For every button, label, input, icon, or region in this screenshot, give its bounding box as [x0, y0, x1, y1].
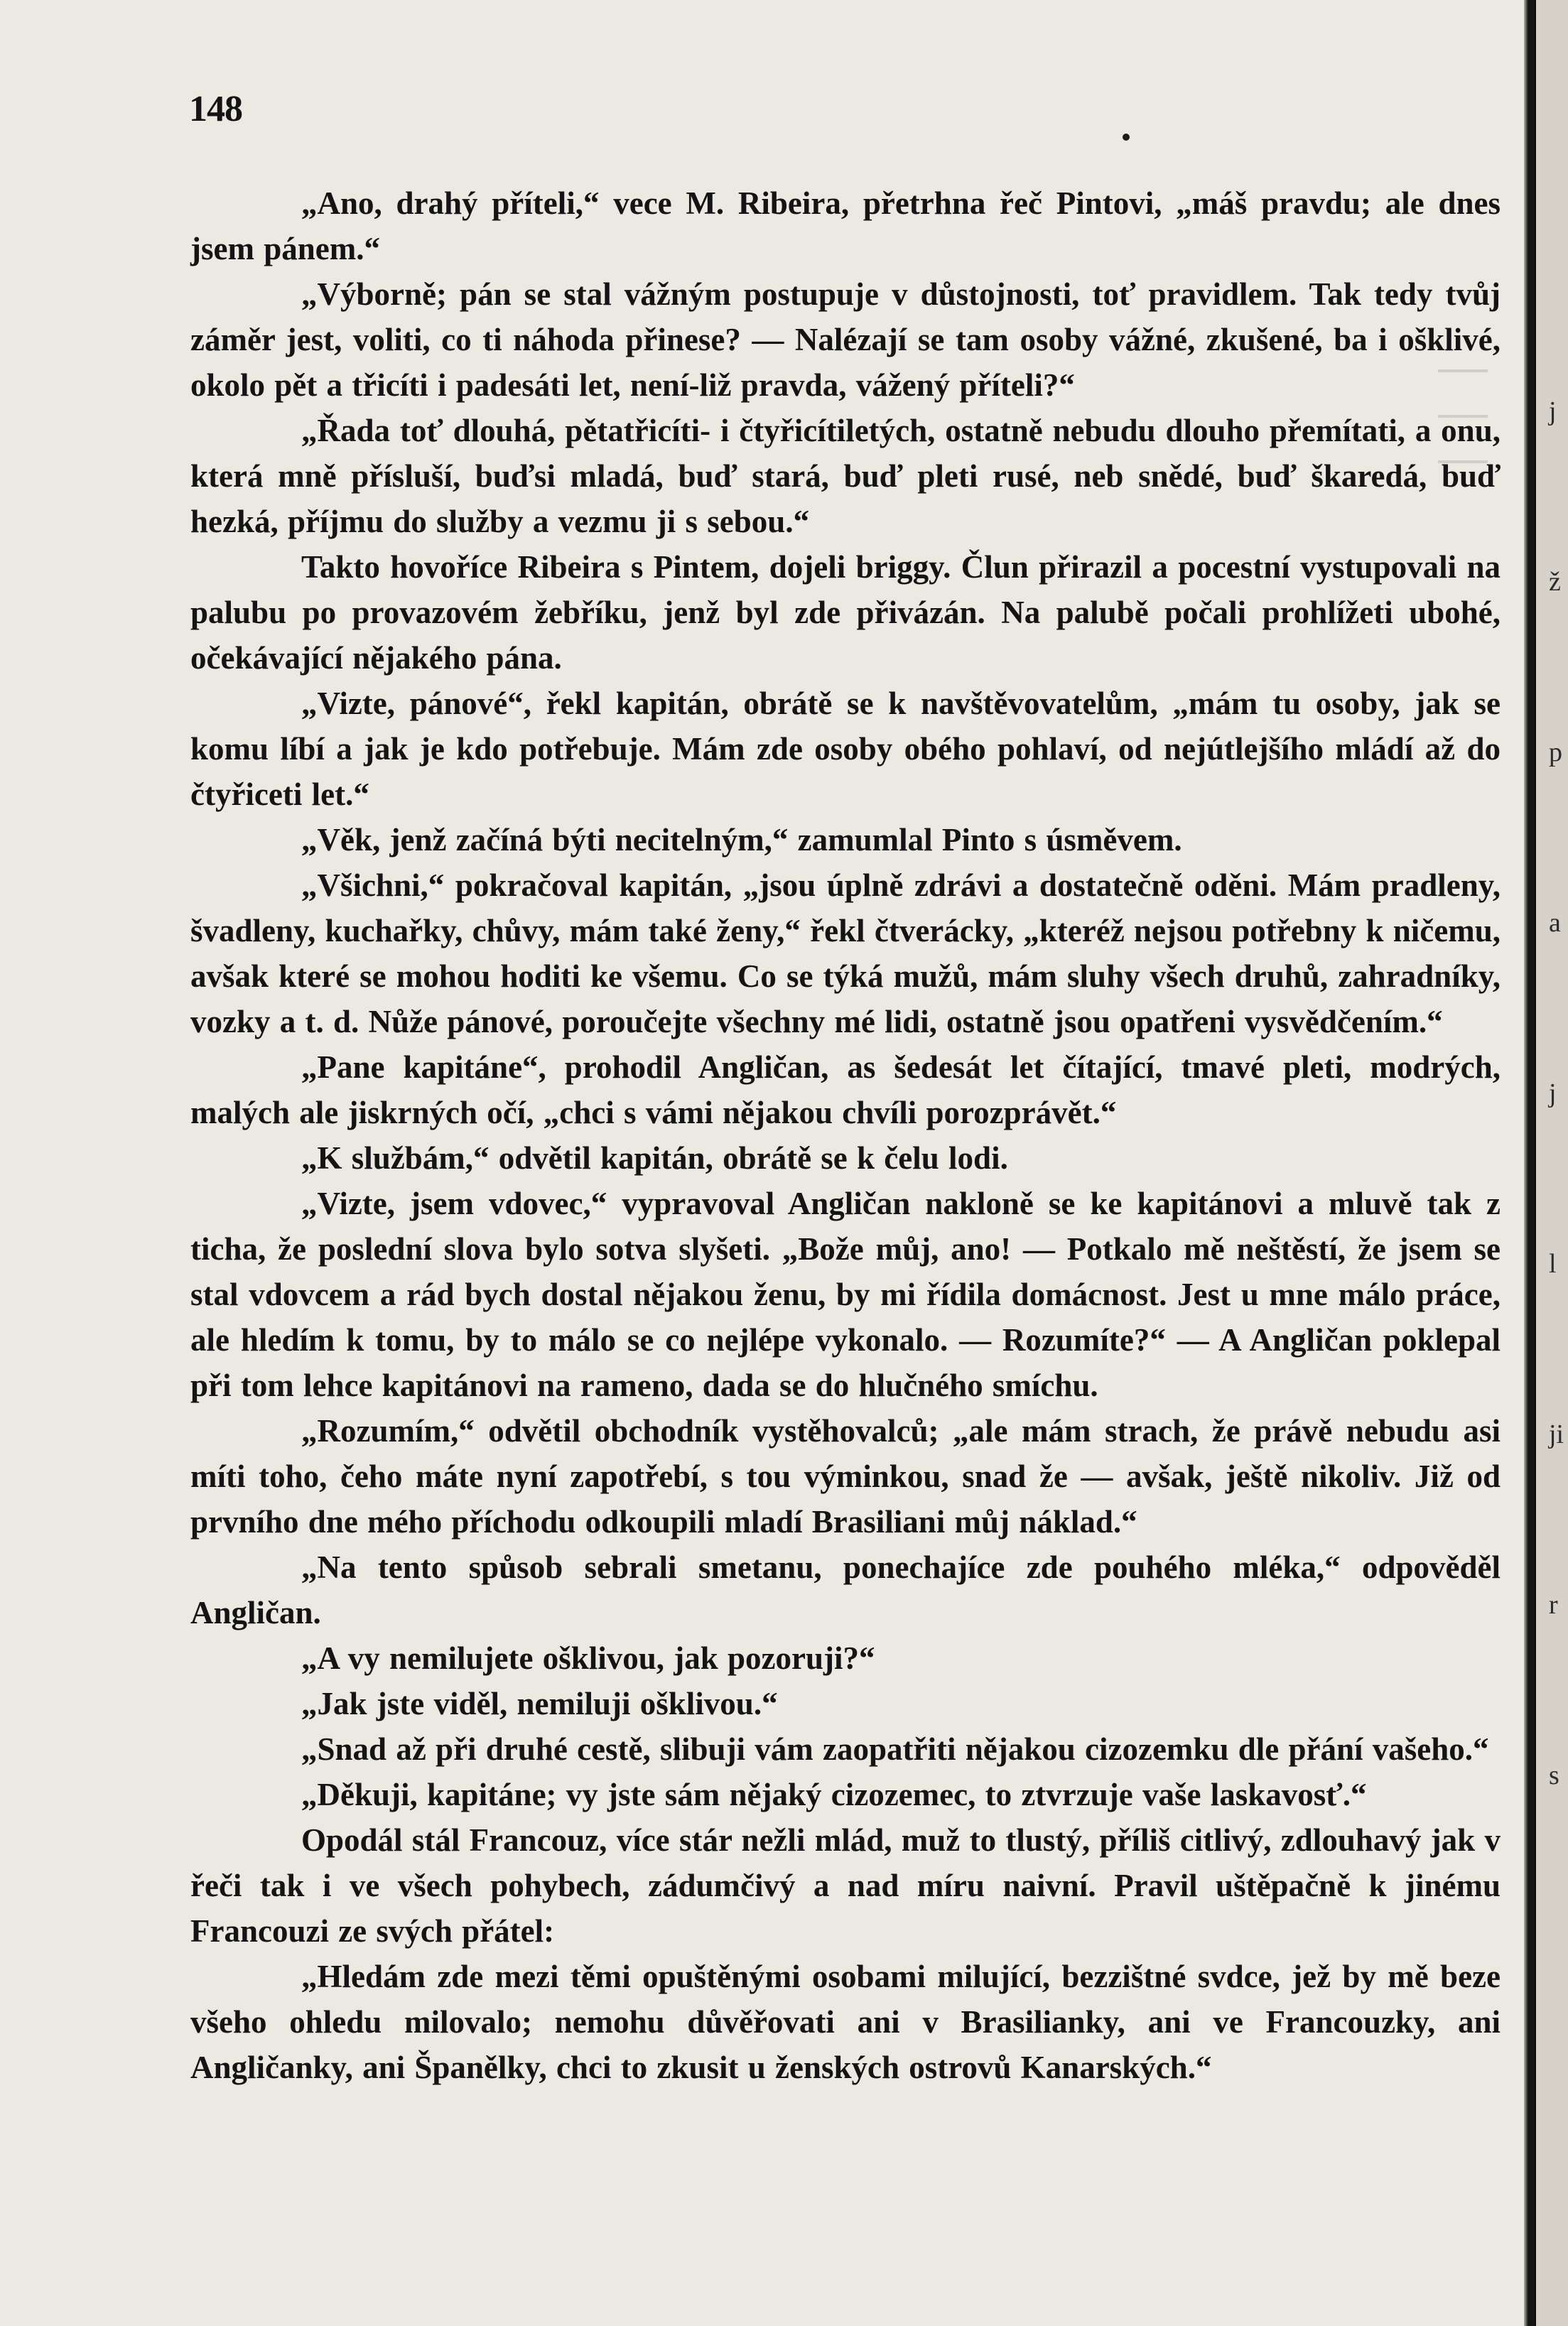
edge-letter: ž	[1549, 567, 1561, 597]
edge-letter: p	[1549, 737, 1562, 767]
paragraph-5: „Vizte, pánové“, řekl kapitán, obrátě se k navštěvovatelům, „mám tu osoby, jak se komu líbí a jak je kdo potřebuje. Mám zde osoby obého pohlaví, od nejútlejšího mládí až do čtyřiceti let.“	[190, 686, 1501, 812]
paragraph-15: „Snad až při druhé cestě, slibuji vám zaopatřiti nějakou cizozemku dle přání vašeho.“	[301, 1731, 1489, 1767]
show-through-shadow	[1438, 369, 1488, 497]
paragraph-14: „Jak jste viděl, nemiluji ošklivou.“	[301, 1686, 778, 1721]
page-text	[190, 180, 1501, 2090]
paragraph-13: „A vy nemilujete ošklivou, jak pozoruji?“	[301, 1640, 875, 1676]
paragraph-2: „Výborně; pán se stal vážným postupuje v důstojnosti, toť pravidlem. Tak tedy tvůj záměr jest, voliti, co ti náhoda přinese? — Nalézají se tam osoby vážné, zkušené, ba i ošklivé, okolo pět a třicíti i padesáti let, není-liž pravda, vážený příteli?“	[190, 276, 1501, 403]
paragraph-3: „Řada toť dlouhá, pětatřicíti- i čtyřicítiletých, ostatně nebudu dlouho přemítati, a onu, která mně přísluší, buďsi mladá, buď stará, buď pleti rusé, neb snědé, buď škaredá, buď hezká, příjmu do služby a vezmu ji s sebou.“	[190, 413, 1501, 539]
paragraph-11: „Rozumím,“ odvětil obchodník vystěhovalců; „ale mám strach, že právě nebudu asi míti toho, čeho máte nyní zapotřebí, s tou výminkou, snad že — avšak, ještě nikoliv. Již od prvního dne mého příchodu odkoupili mladí Brasiliani můj náklad.“	[190, 1413, 1501, 1540]
paragraph-10: „Vizte, jsem vdovec,“ vypravoval Angličan nakloně se ke kapitánovi a mluvě tak z ticha, že poslední slova bylo sotva slyšeti. „Bože můj, ano! — Potkalo mě neštěstí, že jsem se stal vdovcem a rád bych dostal nějakou ženu, by mi řídila domácnost. Jest u mne málo práce, ale hledím k tomu, by to málo se co nejlépe vykonalo. — Rozumíte?“ — A Angličan poklepal při tom lehce kapitánovi na rameno, dada se do hlučného smíchu.	[190, 1186, 1501, 1403]
paragraph-17: Opodál stál Francouz, více stár nežli mlád, muž to tlustý, příliš citlivý, zdlouhavý jak v řeči tak i ve všech pohybech, zádumčivý a nad míru naivní. Pravil uštěpačně k jinému Francouzi ze svých přátel:	[190, 1822, 1501, 1949]
paragraph-8: „Pane kapitáne“, prohodil Angličan, as šedesát let čítající, tmavé pleti, modrých, malých ale jiskrných očí, „chci s vámi nějakou chvíli porozprávět.“	[190, 1049, 1501, 1130]
page-number: 148	[189, 89, 242, 129]
ink-dot	[1123, 134, 1130, 141]
paragraph-7: „Všichni,“ pokračoval kapitán, „jsou úplně zdrávi a dostatečně oděni. Mám pradleny, švadleny, kuchařky, chůvy, mám také ženy,“ řekl čtverácky, „kteréž nejsou potřebny k ničemu, avšak které se mohou hoditi ke všemu. Co se týká mužů, mám sluhy všech druhů, zahradníky, vozky a t. d. Nůže pánové, poroučejte všechny mé lidi, ostatně jsou opatřeni vysvědčením.“	[190, 867, 1501, 1039]
edge-letter: ji	[1549, 1419, 1564, 1449]
paragraph-9: „K službám,“ odvětil kapitán, obrátě se k čelu lodi.	[301, 1140, 1008, 1176]
paragraph-1: „Ano, drahý příteli,“ vece M. Ribeira, přetrhna řeč Pintovi, „máš pravdu; ale dnes jsem pánem.“	[190, 185, 1501, 266]
paragraph-12: „Na tento spůsob sebrali smetanu, ponechajíce zde pouhého mléka,“ odpověděl Angličan.	[190, 1549, 1501, 1630]
paragraph-16: „Děkuji, kapitáne; vy jste sám nějaký cizozemec, to ztvrzuje vaše laskavosť.“	[301, 1777, 1367, 1812]
edge-letter: s	[1549, 1760, 1559, 1790]
edge-letter: l	[1549, 1249, 1557, 1279]
edge-letter: j	[1549, 1078, 1557, 1108]
edge-letter: r	[1549, 1590, 1558, 1620]
next-page-edge-letters	[1549, 398, 1567, 1932]
edge-letter: a	[1549, 908, 1561, 938]
edge-letter: j	[1549, 396, 1557, 426]
paragraph-18: „Hledám zde mezi těmi opuštěnými osobami milující, bezzištné svdce, jež by mě beze všeho ohledu milovalo; nemohu důvěřovati ani v Brasilianky, ani ve Francouzky, ani Angličanky, ani Španělky, chci to zkusit u ženských ostrovů Kanarských.“	[190, 1959, 1501, 2085]
paragraph-4: Takto hovoříce Ribeira s Pintem, dojeli briggy. Člun přirazil a pocestní vystupovali na palubu po provazovém žebříku, jenž byl zde přivázán. Na palubě počali prohlížeti ubohé, očekávající nějakého pána.	[190, 549, 1501, 676]
paragraph-6: „Věk, jenž začíná býti necitelným,“ zamumlal Pinto s úsměvem.	[301, 822, 1182, 858]
